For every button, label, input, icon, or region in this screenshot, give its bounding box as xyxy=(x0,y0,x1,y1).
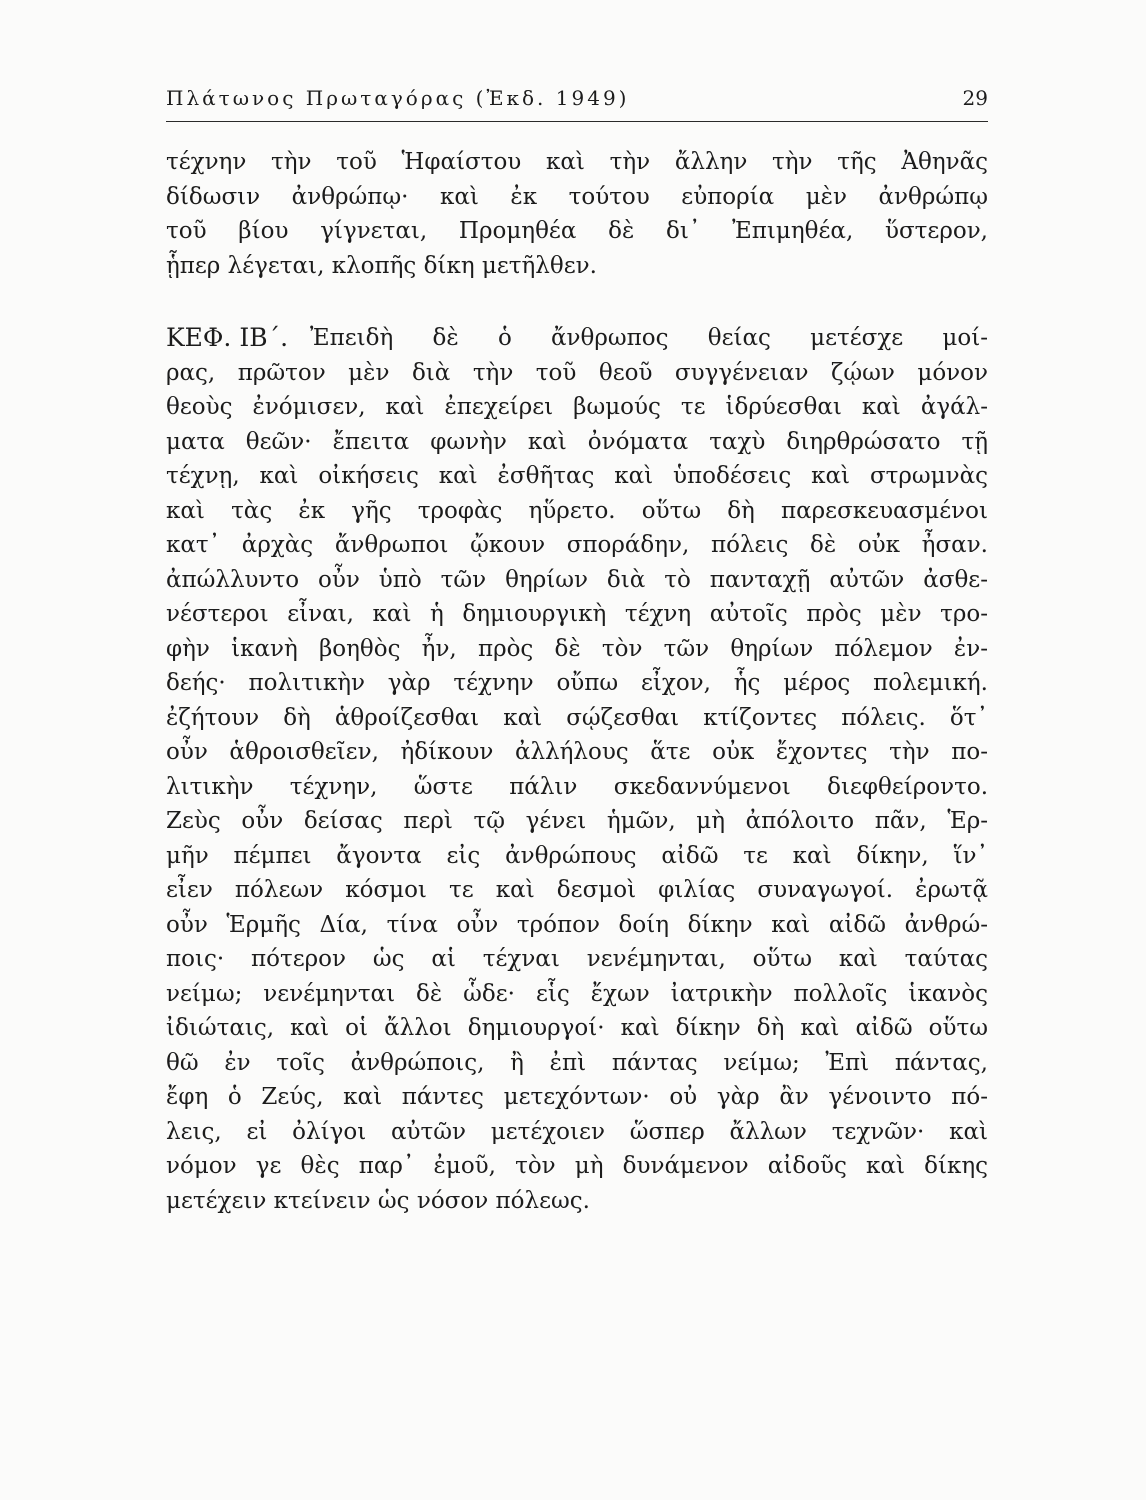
chapter-heading: ΚΕΦ. ΙΒ΄. xyxy=(166,323,289,352)
text-line: τοῦ βίου γίγνεται, Προμηθέα δὲ δι᾽ Ἐπιμηθέα, ὕστερον, xyxy=(166,218,988,244)
text-line: καὶ τὰς ἐκ γῆς τροφὰς ηὕρετο. οὕτω δὴ παρεσκευασμένοι xyxy=(166,497,988,524)
text-line: θῶ ἐν τοῖς ἀνθρώποις, ἢ ἐπὶ πάντας νείμω; Ἐπὶ πάντας, xyxy=(166,1049,988,1076)
text-line: ποις· πότερον ὡς αἱ τέχναι νενέμηνται, οὕτω καὶ ταύτας xyxy=(166,946,988,972)
paragraph-gap xyxy=(166,283,988,321)
text-line: μετέχειν κτείνειν ὡς νόσον πόλεως. xyxy=(166,1187,590,1214)
text-line: εἶεν πόλεων κόσμοι τε καὶ δεσμοὶ φιλίας συναγωγοί. ἐρωτᾷ xyxy=(166,877,988,903)
text-line: δεής· πολιτικὴν γὰρ τέχνην οὔπω εἶχον, ἧς μέρος πολεμική. xyxy=(166,670,988,696)
text-line: νείμω; νενέμηνται δὲ ὧδε· εἷς ἔχων ἰατρικὴν πολλοῖς ἱκανὸς xyxy=(166,980,988,1007)
running-title: Πλάτωνος Πρωταγόρας (Ἐκδ. 1949) xyxy=(166,86,630,110)
text-line: νόμον γε θὲς παρ᾽ ἐμοῦ, τὸν μὴ δυνάμενον αἰδοῦς καὶ δίκης xyxy=(166,1153,988,1179)
text-body xyxy=(166,145,988,1218)
text-line: θεοὺς ἐνόμισεν, καὶ ἐπεχείρει βωμούς τε ἱδρύεσθαι καὶ ἀγάλ- xyxy=(166,394,988,420)
text-line: οὖν Ἑρμῆς Δία, τίνα οὖν τρόπον δοίη δίκην καὶ αἰδῶ ἀνθρώ- xyxy=(166,911,988,938)
page-number: 29 xyxy=(962,86,988,110)
text-line: ἰδιώταις, καὶ οἱ ἄλλοι δημιουργοί· καὶ δίκην δὴ καὶ αἰδῶ οὕτω xyxy=(166,1015,988,1041)
text-line: μῆν πέμπει ἄγοντα εἰς ἀνθρώπους αἰδῶ τε καὶ δίκην, ἵν᾽ xyxy=(166,842,988,869)
text-line: τέχνην τὴν τοῦ Ἡφαίστου καὶ τὴν ἄλλην τὴν τῆς Ἀθηνᾶς xyxy=(166,149,988,175)
paragraph-1 xyxy=(166,145,988,283)
text-line: ἔφη ὁ Ζεύς, καὶ πάντες μετεχόντων· οὐ γὰρ ἂν γένοιντο πό- xyxy=(166,1084,988,1110)
text-line: ρας, πρῶτον μὲν διὰ τὴν τοῦ θεοῦ συγγένειαν ζῴων μόνον xyxy=(166,359,988,386)
text-line: τέχνῃ, καὶ οἰκήσεις καὶ ἐσθῆτας καὶ ὑποδέσεις καὶ στρωμνὰς xyxy=(166,463,988,489)
text-line: Ἐπειδὴ δὲ ὁ ἄνθρωπος θείας μετέσχε μοί- xyxy=(310,325,988,351)
chapter-opening-line xyxy=(166,321,988,356)
header-rule xyxy=(166,121,988,122)
text-line: Ζεὺς οὖν δείσας περὶ τῷ γένει ἡμῶν, μὴ ἀπόλοιτο πᾶν, Ἑρ- xyxy=(166,808,988,834)
text-line: ἐζήτουν δὴ ἁθροίζεσθαι καὶ σῴζεσθαι κτίζοντες πόλεις. ὅτ᾽ xyxy=(166,704,988,731)
text-line: ματα θεῶν· ἔπειτα φωνὴν καὶ ὀνόματα ταχὺ διηρθρώσατο τῇ xyxy=(166,428,988,455)
text-line: νέστεροι εἶναι, καὶ ἡ δημιουργικὴ τέχνη αὐτοῖς πρὸς μὲν τρο- xyxy=(166,601,988,627)
text-line: οὖν ἁθροισθεῖεν, ἠδίκουν ἀλλήλους ἅτε οὐκ ἔχοντες τὴν πο- xyxy=(166,739,988,765)
text-line: λεις, εἰ ὀλίγοι αὐτῶν μετέχοιεν ὥσπερ ἄλλων τεχνῶν· καὶ xyxy=(166,1118,988,1145)
text-line: ἀπώλλυντο οὖν ὑπὸ τῶν θηρίων διὰ τὸ πανταχῇ αὐτῶν ἀσθε- xyxy=(166,566,988,593)
text-line: δίδωσιν ἀνθρώπῳ· καὶ ἐκ τούτου εὐπορία μὲν ἀνθρώπῳ xyxy=(166,183,988,210)
text-line: ᾗπερ λέγεται, κλοπῆς δίκη μετῆλθεν. xyxy=(166,252,597,279)
text-line: κατ᾽ ἀρχὰς ἄνθρωποι ᾤκουν σποράδην, πόλεις δὲ οὐκ ἦσαν. xyxy=(166,532,988,558)
paragraph-2 xyxy=(166,321,988,1218)
text-line: φὴν ἱκανὴ βοηθὸς ἦν, πρὸς δὲ τὸν τῶν θηρίων πόλεμον ἐν- xyxy=(166,635,988,662)
text-line: λιτικὴν τέχνην, ὥστε πάλιν σκεδαννύμενοι διεφθείροντο. xyxy=(166,773,988,800)
running-header xyxy=(166,86,988,116)
